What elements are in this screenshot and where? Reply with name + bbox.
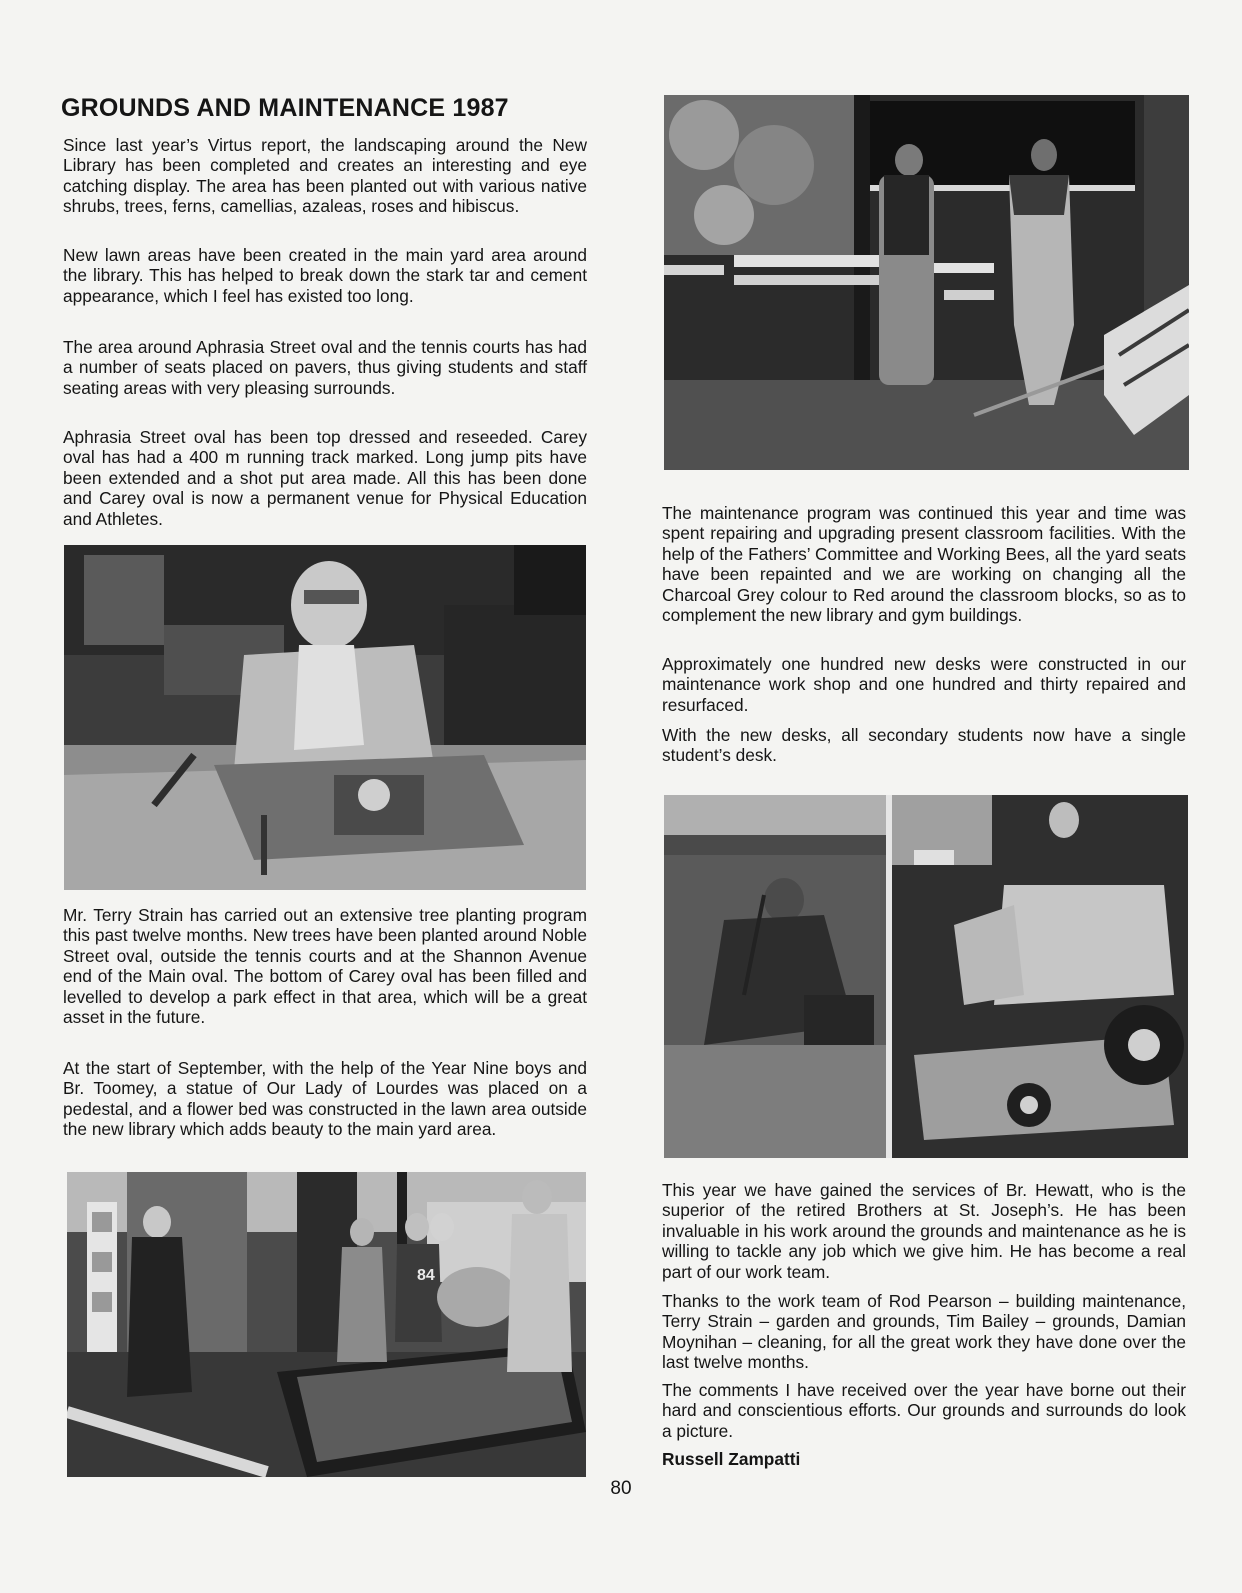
photo-workshop-saw-bench: [64, 545, 586, 890]
paragraph-tree-planting: Mr. Terry Strain has carried out an extensive tree planting program this past twelve months. New trees have been planted around Noble Street oval, outside the tennis courts and at the Shannon Avenue end of the Main oval. The bottom of Carey oval has been filled and levelled to develop a park effect in that area, which will be a great asset in the future.: [63, 905, 587, 1028]
page-title: GROUNDS AND MAINTENANCE 1987: [61, 94, 509, 122]
page-number: 80: [610, 1478, 632, 1499]
photo-students-cement-mixer: [67, 1172, 586, 1477]
paragraph-ovals: Aphrasia Street oval has been top dressed and reseeded. Carey oval has had a 400 m running track marked. Long jump pits have been extended and a shot put area made. All this has been done and Carey oval is now a permanent venue for Physical Education and Athletes.: [63, 427, 587, 529]
paragraph-seating: The area around Aphrasia Street oval and the tennis courts has had a number of seats placed on pavers, thus giving students and staff seating areas with very pleasing surrounds.: [63, 337, 587, 398]
paragraph-lawn-areas: New lawn areas have been created in the main yard area around the library. This has helped to break down the stark tar and cement appearance, which I feel has existed too long.: [63, 245, 587, 306]
photo-workers-with-seats: [664, 95, 1189, 470]
paragraph-landscaping: Since last year’s Virtus report, the landscaping around the New Library has been completed and creates an interesting and eye catching display. The area has been planted out with various native shrubs, trees, ferns, camellias, azaleas, roses and hibiscus.: [63, 135, 587, 217]
paragraph-maintenance-program: The maintenance program was continued this year and time was spent repairing and upgrading present classroom facilities. With the help of the Fathers’ Committee and Working Bees, all the yard seats have been repainted and we are working on changing all the Charcoal Grey colour to Red around the classroom blocks, so as to complement the new library and gym buildings.: [662, 503, 1186, 626]
jersey-number: 84: [417, 1267, 435, 1284]
paragraph-statue: At the start of September, with the help of the Year Nine boys and Br. Toomey, a statue of Our Lady of Lourdes was placed on a pedestal, and a flower bed was constructed in the lawn area outside the new library which adds beauty to the main yard area.: [63, 1058, 587, 1140]
paragraph-thanks: Thanks to the work team of Rod Pearson – building maintenance, Terry Strain – garden and grounds, Tim Bailey – grounds, Damian Moynihan – cleaning, for all the great work they have done over the last twelve months.: [662, 1291, 1186, 1373]
photo-grounds-mower: [664, 795, 1188, 1158]
paragraph-comments: The comments I have received over the year have borne out their hard and conscientious efforts. Our grounds and surrounds do look a picture.: [662, 1380, 1186, 1441]
paragraph-new-desks: Approximately one hundred new desks were constructed in our maintenance work shop and one hundred and thirty repaired and resurfaced.: [662, 654, 1186, 715]
paragraph-br-hewatt: This year we have gained the services of Br. Hewatt, who is the superior of the retired Brothers at St. Joseph’s. He has been invaluable in his work around the grounds and maintenance as he is willing to tackle any job which we give him. He has become a real part of our work team.: [662, 1180, 1186, 1282]
paragraph-single-desk: With the new desks, all secondary students now have a single student’s desk.: [662, 725, 1186, 766]
author-signature: Russell Zampatti: [662, 1449, 801, 1469]
